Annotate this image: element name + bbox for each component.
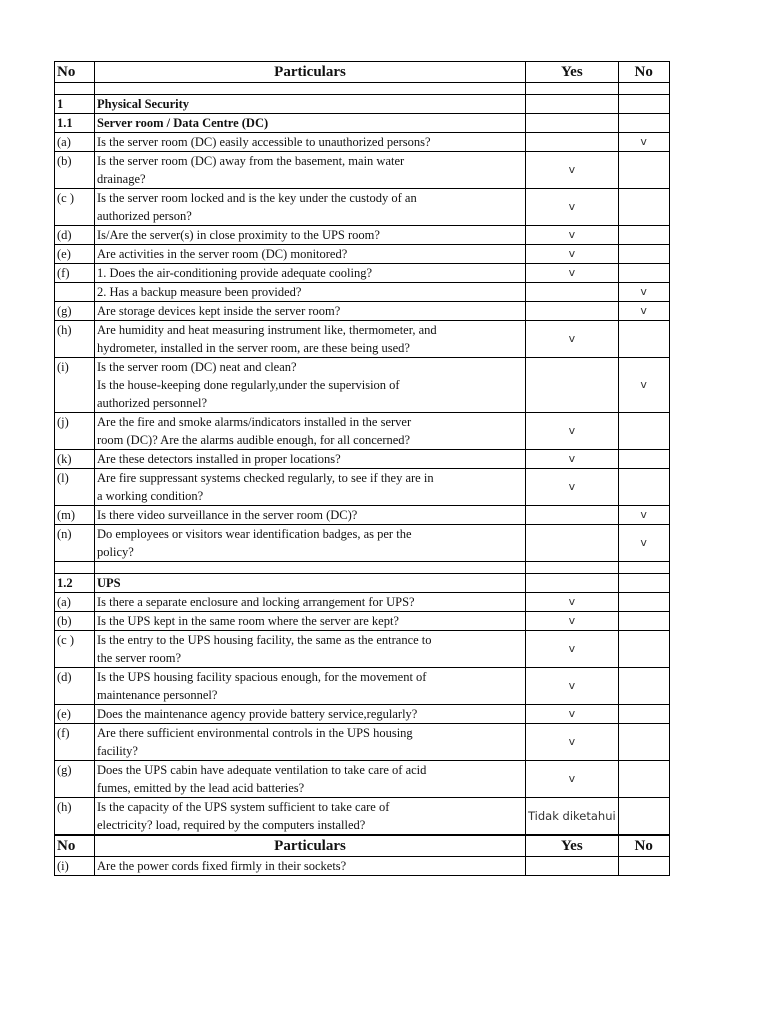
- row-particulars: [95, 152, 526, 189]
- row-particulars: [95, 562, 526, 574]
- no-cell: [618, 321, 669, 358]
- no-cell: [618, 152, 669, 189]
- particulars-line: fumes, emitted by the lead acid batteries?: [97, 781, 305, 795]
- no-cell: v: [618, 133, 669, 152]
- row-particulars: [95, 668, 526, 705]
- particulars-line: the server room?: [97, 651, 181, 665]
- table-row: [55, 189, 670, 226]
- particulars-line: Server room / Data Centre (DC): [97, 116, 269, 130]
- row-particulars: [95, 705, 526, 724]
- particulars-line: Are storage devices kept inside the server room?: [97, 304, 341, 318]
- checklist-table: [54, 61, 670, 876]
- yes-cell: [526, 283, 619, 302]
- row-number: (a): [55, 593, 95, 612]
- table-row: [55, 668, 670, 705]
- row-number: (c ): [55, 189, 95, 226]
- row-number: [55, 562, 95, 574]
- particulars-line: Is/Are the server(s) in close proximity to the UPS room?: [97, 228, 380, 242]
- particulars-line: Are humidity and heat measuring instrument like, thermometer, and: [97, 323, 437, 337]
- yes-cell: v: [526, 593, 619, 612]
- yes-cell: [526, 525, 619, 562]
- row-number: (e): [55, 245, 95, 264]
- row-number: 1: [55, 95, 95, 114]
- particulars-line: Does the maintenance agency provide battery service,regularly?: [97, 707, 418, 721]
- table-header-row: [55, 835, 670, 857]
- row-number: (h): [55, 798, 95, 836]
- row-number: (k): [55, 450, 95, 469]
- row-particulars: [95, 114, 526, 133]
- row-particulars: [95, 798, 526, 836]
- table-row: [55, 631, 670, 668]
- yes-cell: [526, 95, 619, 114]
- row-particulars: [95, 469, 526, 506]
- no-cell: [618, 724, 669, 761]
- particulars-line: Are the fire and smoke alarms/indicators installed in the server: [97, 415, 412, 429]
- row-particulars: [95, 835, 526, 857]
- row-particulars: [95, 95, 526, 114]
- yes-cell: [526, 302, 619, 321]
- table-row: [55, 133, 670, 152]
- row-particulars: [95, 612, 526, 631]
- row-particulars: [95, 358, 526, 413]
- yes-cell: v: [526, 612, 619, 631]
- particulars-line: Are these detectors installed in proper locations?: [97, 452, 341, 466]
- yes-cell: v: [526, 450, 619, 469]
- table-row: [55, 226, 670, 245]
- row-number: (h): [55, 321, 95, 358]
- particulars-line: Physical Security: [97, 97, 190, 111]
- yes-cell: v: [526, 226, 619, 245]
- row-particulars: [95, 724, 526, 761]
- row-particulars: [95, 450, 526, 469]
- particulars-line: 1. Does the air-conditioning provide adequate cooling?: [97, 266, 373, 280]
- table-row: [55, 593, 670, 612]
- row-number: (b): [55, 612, 95, 631]
- table-row: [55, 705, 670, 724]
- yes-cell: [526, 114, 619, 133]
- no-cell: [618, 226, 669, 245]
- particulars-line: electricity? load, required by the computers installed?: [97, 818, 366, 832]
- row-number: 1.1: [55, 114, 95, 133]
- row-particulars: [95, 413, 526, 450]
- no-cell: [618, 705, 669, 724]
- row-particulars: [95, 264, 526, 283]
- table-row: [55, 857, 670, 876]
- row-number: (c ): [55, 631, 95, 668]
- no-cell: [618, 83, 669, 95]
- no-cell: [618, 95, 669, 114]
- table-row: [55, 283, 670, 302]
- yes-cell: Tidak diketahui: [526, 798, 619, 836]
- row-number: (i): [55, 857, 95, 876]
- row-number: [55, 283, 95, 302]
- no-cell: v: [618, 525, 669, 562]
- particulars-line: Are the power cords fixed firmly in their sockets?: [97, 859, 347, 873]
- yes-cell: v: [526, 189, 619, 226]
- table-row: [55, 152, 670, 189]
- particulars-line: Is the entry to the UPS housing facility, the same as the entrance to: [97, 633, 432, 647]
- row-particulars: [95, 321, 526, 358]
- row-number: (f): [55, 724, 95, 761]
- particulars-line: UPS: [97, 576, 121, 590]
- table-row: [55, 798, 670, 836]
- row-number: (g): [55, 761, 95, 798]
- particulars-line: Is the house-keeping done regularly,under the supervision of: [97, 378, 400, 392]
- blank-row: [55, 83, 670, 95]
- row-particulars: [95, 226, 526, 245]
- table-row: [55, 525, 670, 562]
- no-cell: [618, 761, 669, 798]
- no-cell: [618, 413, 669, 450]
- yes-cell: v: [526, 469, 619, 506]
- row-number: (d): [55, 668, 95, 705]
- table-row: [55, 302, 670, 321]
- particulars-line: maintenance personnel?: [97, 688, 218, 702]
- row-number: (d): [55, 226, 95, 245]
- blank-row: [55, 562, 670, 574]
- particulars-line: Is the capacity of the UPS system sufficient to take care of: [97, 800, 390, 814]
- particulars-line: authorized person?: [97, 209, 192, 223]
- row-particulars: [95, 245, 526, 264]
- row-number: (a): [55, 133, 95, 152]
- no-cell: [618, 450, 669, 469]
- no-cell: [618, 114, 669, 133]
- yes-cell: [526, 83, 619, 95]
- row-number: No: [55, 835, 95, 857]
- yes-cell: [526, 358, 619, 413]
- row-particulars: [95, 593, 526, 612]
- row-number: (j): [55, 413, 95, 450]
- yes-cell: v: [526, 761, 619, 798]
- table-row: [55, 264, 670, 283]
- no-cell: [618, 562, 669, 574]
- no-cell: No: [618, 835, 669, 857]
- row-particulars: [95, 574, 526, 593]
- header-no: No: [55, 62, 95, 83]
- row-particulars: [95, 283, 526, 302]
- yes-cell: v: [526, 413, 619, 450]
- row-number: (g): [55, 302, 95, 321]
- no-cell: [618, 631, 669, 668]
- table-row: [55, 612, 670, 631]
- table-row: [55, 245, 670, 264]
- row-particulars: [95, 83, 526, 95]
- yes-cell: [526, 133, 619, 152]
- row-particulars: [95, 631, 526, 668]
- particulars-line: Do employees or visitors wear identification badges, as per the: [97, 527, 412, 541]
- no-cell: v: [618, 302, 669, 321]
- row-particulars: [95, 525, 526, 562]
- yes-cell: v: [526, 705, 619, 724]
- particulars-line: Particulars: [274, 838, 346, 854]
- row-particulars: [95, 189, 526, 226]
- row-number: [55, 83, 95, 95]
- row-particulars: [95, 761, 526, 798]
- yes-cell: Yes: [526, 835, 619, 857]
- yes-cell: v: [526, 264, 619, 283]
- particulars-line: authorized personnel?: [97, 396, 208, 410]
- row-number: (b): [55, 152, 95, 189]
- row-number: (e): [55, 705, 95, 724]
- row-number: 1.2: [55, 574, 95, 593]
- row-particulars: [95, 133, 526, 152]
- particulars-line: room (DC)? Are the alarms audible enough, for all concerned?: [97, 433, 411, 447]
- yes-cell: v: [526, 724, 619, 761]
- particulars-line: Is the UPS housing facility spacious enough, for the movement of: [97, 670, 427, 684]
- section-row: [55, 114, 670, 133]
- no-cell: [618, 245, 669, 264]
- no-cell: [618, 798, 669, 836]
- header-particulars: Particulars: [95, 62, 526, 83]
- row-particulars: [95, 506, 526, 525]
- yes-cell: v: [526, 321, 619, 358]
- particulars-line: drainage?: [97, 172, 146, 186]
- no-cell: v: [618, 358, 669, 413]
- no-cell: [618, 593, 669, 612]
- yes-cell: [526, 562, 619, 574]
- particulars-line: policy?: [97, 545, 134, 559]
- particulars-line: Is the server room (DC) neat and clean?: [97, 360, 297, 374]
- particulars-line: Is the server room (DC) away from the basement, main water: [97, 154, 405, 168]
- table-row: [55, 469, 670, 506]
- no-cell: v: [618, 283, 669, 302]
- table-row: [55, 761, 670, 798]
- section-row: [55, 574, 670, 593]
- particulars-line: Is the UPS kept in the same room where the server are kept?: [97, 614, 399, 628]
- particulars-line: hydrometer, installed in the server room, are these being used?: [97, 341, 410, 355]
- yes-cell: [526, 857, 619, 876]
- no-cell: [618, 189, 669, 226]
- table-row: [55, 506, 670, 525]
- row-number: (i): [55, 358, 95, 413]
- particulars-line: Are there sufficient environmental controls in the UPS housing: [97, 726, 413, 740]
- row-particulars: [95, 302, 526, 321]
- particulars-line: a working condition?: [97, 489, 204, 503]
- particulars-line: 2. Has a backup measure been provided?: [97, 285, 302, 299]
- no-cell: [618, 857, 669, 876]
- no-cell: [618, 469, 669, 506]
- particulars-line: Is the server room (DC) easily accessible to unauthorized persons?: [97, 135, 431, 149]
- row-particulars: [95, 857, 526, 876]
- row-number: (f): [55, 264, 95, 283]
- no-cell: [618, 668, 669, 705]
- yes-cell: [526, 506, 619, 525]
- row-number: (n): [55, 525, 95, 562]
- table-row: [55, 358, 670, 413]
- yes-cell: v: [526, 245, 619, 264]
- table-row: [55, 321, 670, 358]
- no-cell: v: [618, 506, 669, 525]
- particulars-line: Is there video surveillance in the server room (DC)?: [97, 508, 358, 522]
- yes-cell: [526, 574, 619, 593]
- no-cell: [618, 612, 669, 631]
- table-row: [55, 724, 670, 761]
- no-cell: [618, 574, 669, 593]
- yes-cell: v: [526, 152, 619, 189]
- particulars-line: Does the UPS cabin have adequate ventilation to take care of acid: [97, 763, 427, 777]
- particulars-line: Is there a separate enclosure and locking arrangement for UPS?: [97, 595, 415, 609]
- yes-cell: v: [526, 631, 619, 668]
- table-row: [55, 450, 670, 469]
- row-number: (m): [55, 506, 95, 525]
- section-row: [55, 95, 670, 114]
- table-header-row: [55, 62, 670, 83]
- particulars-line: Are activities in the server room (DC) monitored?: [97, 247, 348, 261]
- no-cell: [618, 264, 669, 283]
- yes-cell: v: [526, 668, 619, 705]
- table-row: [55, 413, 670, 450]
- particulars-line: Is the server room locked and is the key under the custody of an: [97, 191, 417, 205]
- header-no-answer: No: [618, 62, 669, 83]
- particulars-line: Are fire suppressant systems checked regularly, to see if they are in: [97, 471, 434, 485]
- header-yes: Yes: [526, 62, 619, 83]
- row-number: (l): [55, 469, 95, 506]
- particulars-line: facility?: [97, 744, 138, 758]
